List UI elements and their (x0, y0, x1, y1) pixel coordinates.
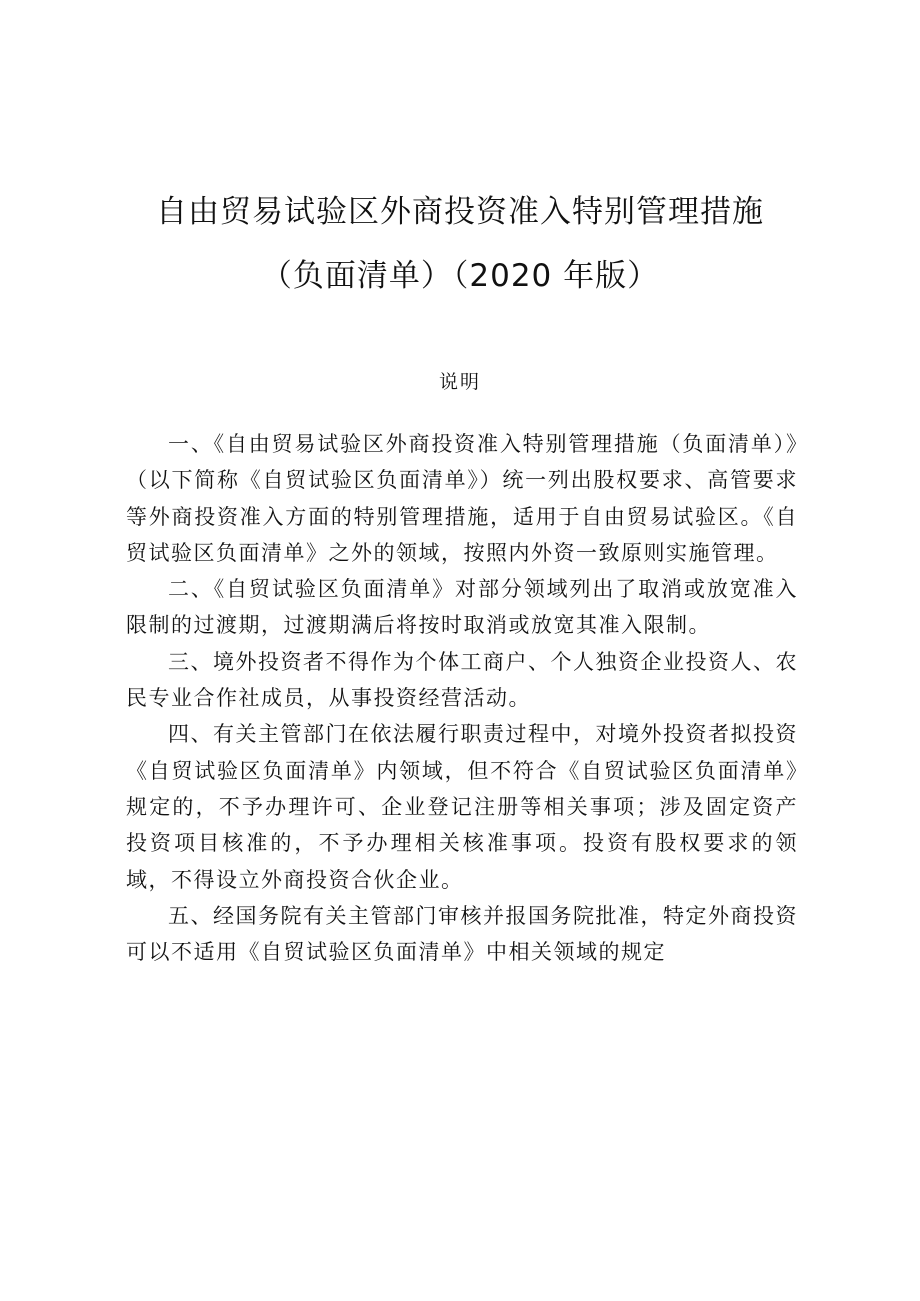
paragraph-5: 五、经国务院有关主管部门审核并报国务院批准，特定外商投资可以不适用《自贸试验区负面清单》中相关领域的规定 (126, 903, 798, 965)
section-heading: 说明 (438, 371, 481, 393)
paragraph-2: 二、《自贸试验区负面清单》对部分领域列出了取消或放宽准入限制的过渡期，过渡期满后将按时取消或放宽其准入限制。 (126, 577, 798, 638)
document-body (126, 426, 798, 970)
document-subtitle: （负面清单）（2020 年版） (260, 258, 660, 294)
document-title: 自由贸易试验区外商投资准入特别管理措施 (156, 194, 764, 230)
paragraph-3: 三、境外投资者不得作为个体工商户、个人独资企业投资人、农民专业合作社成员，从事投资经营活动。 (126, 649, 798, 711)
paragraph-4: 四、有关主管部门在依法履行职责过程中，对境外投资者拟投资《自贸试验区负面清单》内领域，但不符合《自贸试验区负面清单》规定的，不予办理许可、企业登记注册等相关事项；涉及固定资产投资项目核准的，不予办理相关核准事项。投资有股权要求的领域，不得设立外商投资合伙企业。 (126, 722, 798, 892)
paragraph-1: 一、《自由贸易试验区外商投资准入特别管理措施（负面清单）》（以下简称《自贸试验区负面清单》）统一列出股权要求、高管要求等外商投资准入方面的特别管理措施，适用于自由贸易试验区。《自贸试验区负面清单》之外的领域，按照内外资一致原则实施管理。 (126, 432, 798, 565)
